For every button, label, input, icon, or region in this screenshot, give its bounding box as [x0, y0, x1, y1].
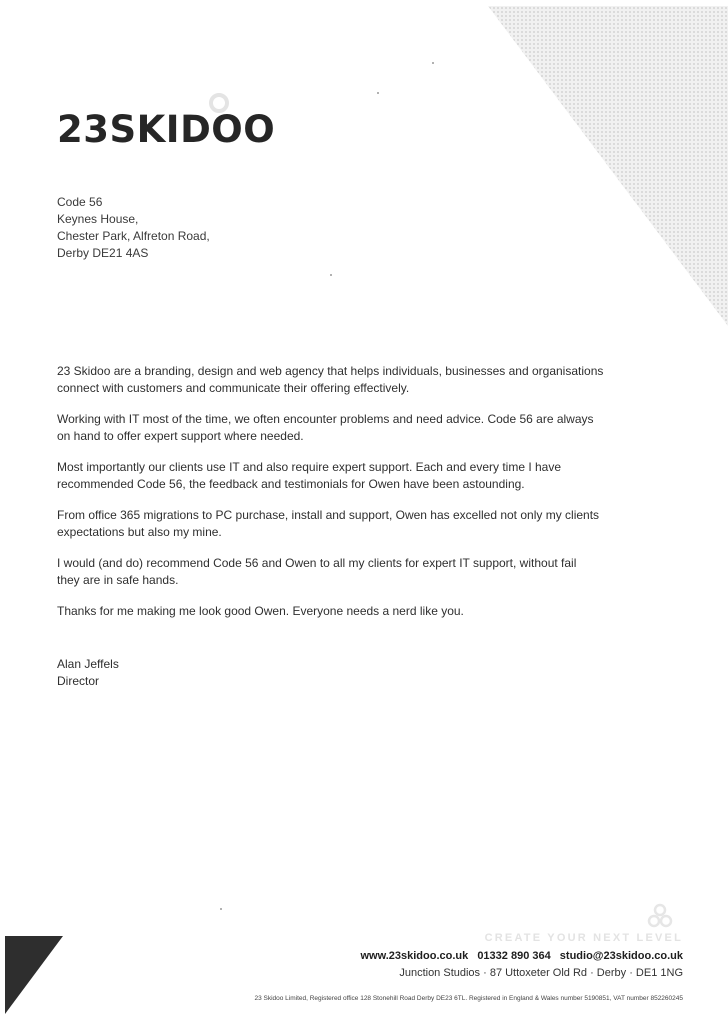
address-line: Derby DE21 4AS [57, 246, 149, 260]
decorative-dark-triangle [5, 936, 63, 1014]
recipient-address [57, 194, 210, 262]
scan-speck [377, 92, 379, 94]
decorative-corner-triangle [488, 6, 728, 326]
body-paragraph: 23 Skidoo are a branding, design and web agency that helps individuals, businesses and organisations connect with customers and communicate their offering effectively. [57, 364, 604, 395]
footer-rings-icon [645, 903, 675, 929]
company-logo: 23SKIDOO [57, 108, 276, 151]
footer-website: www.23skidoo.co.uk [360, 950, 469, 962]
body-paragraph: From office 365 migrations to PC purchase, install and support, Owen has excelled not only my clients expectations but also my mine. [57, 508, 600, 539]
signature-block [57, 656, 119, 690]
footer-phone: 01332 890 364 [477, 950, 551, 962]
footer-contacts [354, 950, 683, 962]
body-paragraph: Thanks for me making me look good Owen. Everyone needs a nerd like you. [57, 604, 464, 618]
body-paragraph: I would (and do) recommend Code 56 and Owen to all my clients for expert IT support, without fail they are in safe hands. [57, 556, 577, 587]
footer-tagline: CREATE YOUR NEXT LEVEL [484, 932, 683, 944]
scan-speck [220, 908, 222, 910]
letter-body [57, 363, 617, 634]
footer-address: Junction Studios · 87 Uttoxeter Old Rd · Derby · DE1 1NG [399, 967, 683, 979]
address-line: Chester Park, Alfreton Road, [57, 229, 210, 243]
logo-ring-icon [208, 92, 230, 114]
footer-email: studio@23skidoo.co.uk [559, 950, 683, 962]
body-paragraph: Most importantly our clients use IT and also require expert support. Each and every time I have recommended Code 56, the feedback and testimonials for Owen have been astounding. [57, 460, 562, 491]
body-paragraph: Working with IT most of the time, we often encounter problems and need advice. Code 56 are always on hand to offer expert support where needed. [57, 412, 594, 443]
footer-registration: 23 Skidoo Limited, Registered office 128 Stonehill Road Derby DE23 6TL. Registered in England & Wales number 5190851, VAT number 852260245 [254, 995, 683, 1002]
address-line: Keynes House, [57, 212, 139, 226]
signatory-name: Alan Jeffels [57, 657, 119, 671]
scan-speck [432, 62, 434, 64]
signatory-title: Director [57, 674, 100, 688]
address-line: Code 56 [57, 195, 103, 209]
scan-speck [330, 274, 332, 276]
